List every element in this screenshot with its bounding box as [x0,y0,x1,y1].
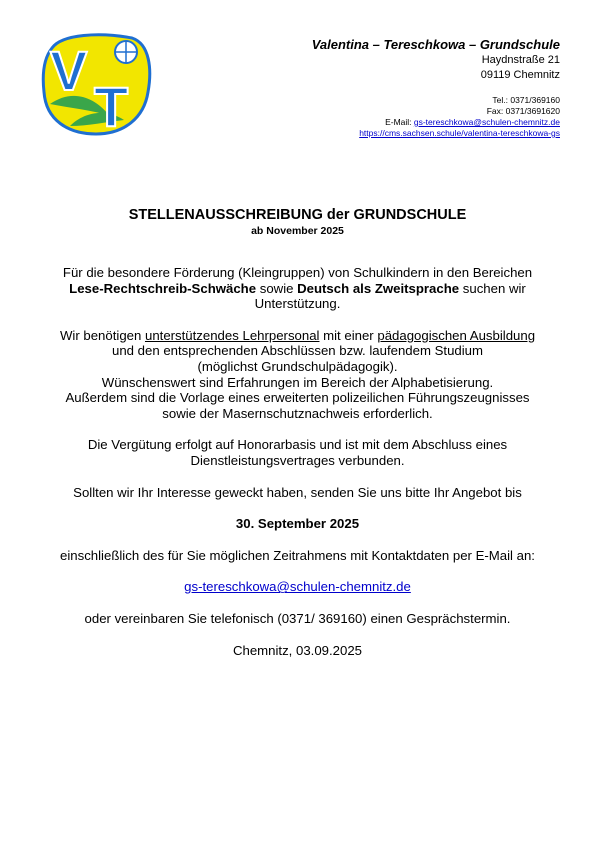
website-line [312,128,560,139]
website-link[interactable]: https://cms.sachsen.schule/valentina-tereschkowa-gs [359,128,560,138]
paragraph-requirements [0,328,595,422]
body-email-link[interactable]: gs-tereschkowa@schulen-chemnitz.de [184,579,411,595]
paragraph-phone: oder vereinbaren Sie telefonisch (0371/ 369160) einen Gesprächstermin. [84,610,511,626]
email-label: E-Mail: [385,117,414,127]
p1-line3: Unterstützung. [254,296,341,312]
p2-line2: und den entsprechenden Abschlüssen bzw. laufendem Studium [112,343,483,359]
p2-mid: mit einer [319,327,378,343]
announcement-body [0,265,595,658]
p3-line2: Dienstleistungsvertrages verbunden. [190,452,405,468]
school-logo [40,30,153,136]
paragraph-support-areas [0,265,595,312]
street-address: Haydnstraße 21 [481,54,560,66]
letterhead [312,36,560,139]
paragraph-submit: Sollten wir Ihr Interesse geweckt haben, senden Sie uns bitte Ihr Angebot bis [73,484,522,500]
p1-bold-daz: Deutsch als Zweitsprache [297,280,460,296]
header-email-link[interactable]: gs-tereschkowa@schulen-chemnitz.de [413,117,560,127]
announcement-heading [0,206,595,238]
logo-letter-v: V [50,39,88,102]
p2-underline-training: pädagogischen Ausbildung [377,327,536,343]
p2-line5: Außerdem sind die Vorlage eines erweiterten polizeilichen Führungszeugnisses [65,390,530,406]
fax-number: Fax: 0371/3691620 [486,106,560,116]
p2-line6: sowie der Masernschutznachweis erforderlich. [162,405,433,421]
p2-line3: (möglichst Grundschulpädagogik). [197,358,398,374]
phone-number: Tel.: 0371/369160 [492,95,560,105]
p2-line4: Wünschenswert sind Erfahrungen im Bereich der Alphabetisierung. [101,374,494,390]
announcement-subtitle: ab November 2025 [251,225,344,237]
contact-block [312,95,560,139]
school-name: Valentina – Tereschkowa – Grundschule [311,37,560,52]
p3-line1: Die Vergütung erfolgt auf Honorarbasis und ist mit dem Abschluss eines [87,437,508,453]
body-email-paragraph [0,579,595,595]
paragraph-compensation [0,437,595,468]
deadline-date: 30. September 2025 [235,516,360,532]
p1-line1: Für die besondere Förderung (Kleingruppen) von Schulkindern in den Bereichen [62,265,533,280]
paragraph-include: einschließlich des für Sie möglichen Zeitrahmens mit Kontaktdaten per E-Mail an: [60,547,535,563]
email-line [312,117,560,128]
announcement-title: STELLENAUSSCHREIBUNG der GRUNDSCHULE [128,207,467,223]
p1-bold-lrs: Lese-Rechtschreib-Schwäche [69,280,257,296]
place-and-date: Chemnitz, 03.09.2025 [232,642,363,658]
p2-start: Wir benötigen [59,327,145,343]
school-logo-graphic [40,30,153,136]
city-address: 09119 Chemnitz [480,69,560,81]
p2-underline-staff: unterstützendes Lehrpersonal [144,327,320,343]
p1-mid: sowie [256,280,298,296]
p1-end: suchen wir [459,280,526,296]
logo-letter-t: T [94,75,129,136]
